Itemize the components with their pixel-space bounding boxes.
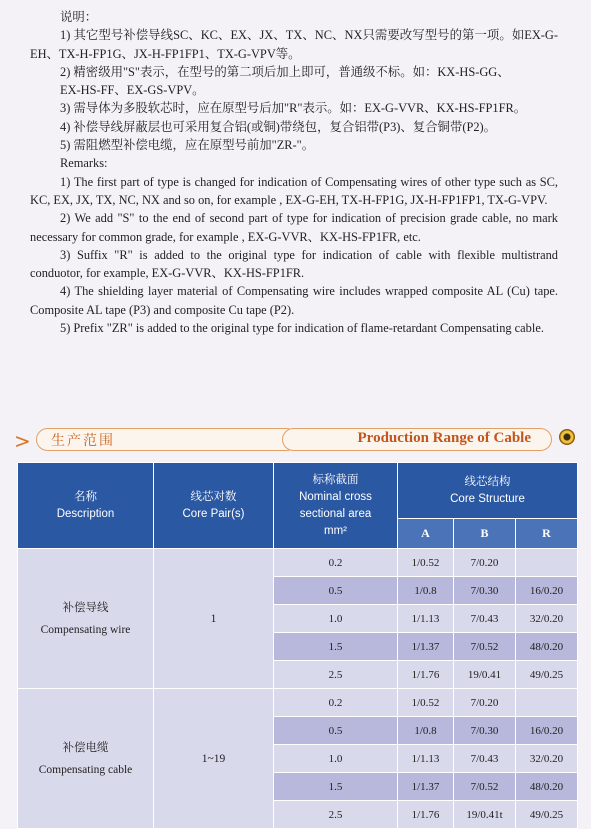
structure-a-cell: 1/1.76: [398, 661, 454, 689]
header-area-cn: 标称截面: [312, 473, 359, 486]
nominal-area-cell: 0.2: [274, 689, 398, 717]
note-paragraph: 4) The shielding layer material of Compensating wire includes wrapped composite AL (Cu) tape. Composite AL tape (P3) and composite Cu tape (P2).: [30, 284, 558, 317]
structure-b-cell: 7/0.30: [454, 577, 516, 605]
structure-b-cell: 7/0.20: [454, 689, 516, 717]
note-paragraph: 3) Suffix "R" is added to the original type for indication of cable with flexible multistrand conduotor, for example, EX-G-VVR、KX-HS-FP1FR.: [30, 247, 558, 281]
note-paragraph: EX-HS-FF、EX-GS-VPV。: [60, 83, 205, 98]
structure-a-cell: 1/1.37: [398, 773, 454, 801]
structure-a-cell: 1/0.52: [398, 549, 454, 577]
structure-b-cell: 7/0.52: [454, 773, 516, 801]
note-paragraph: 说明：: [60, 10, 98, 24]
structure-b-cell: 19/0.41: [454, 661, 516, 689]
cable-type-name-en: Compensating wire: [40, 623, 131, 636]
chevron-right-icon: >: [14, 429, 31, 453]
header-col-b: B: [454, 519, 516, 549]
note-paragraph: 1) 其它型号补偿导线SC、KC、EX、JX、TX、NC、NX只需要改写型号的第一项。如EX-G-EH、TX-H-FP1G、JX-H-FP1FP1、TX-G-VPV等。: [30, 28, 558, 61]
structure-b-cell: 7/0.52: [454, 633, 516, 661]
header-structure-cn: 线芯结构: [464, 475, 511, 488]
header-area-en2: sectional area: [299, 507, 372, 520]
nominal-area-cell: 2.5: [274, 801, 398, 829]
structure-r-cell: 48/0.20: [516, 633, 578, 661]
note-paragraph: 3) 需导体为多股软芯时，应在原型号后加"R"表示。如：EX-G-VVR、KX-HS-FP1FR。: [60, 101, 527, 116]
nominal-area-cell: 1.0: [274, 605, 398, 633]
notes-block: [30, 8, 558, 337]
section-title-en-pill: [282, 428, 552, 451]
header-core-structure: [398, 463, 578, 519]
nominal-area-cell: 0.5: [274, 577, 398, 605]
structure-b-cell: 7/0.20: [454, 549, 516, 577]
header-col-r: R: [516, 519, 578, 549]
section-header: [14, 427, 580, 453]
structure-a-cell: 1/0.8: [398, 717, 454, 745]
production-range-table: [17, 462, 578, 829]
nominal-area-cell: 0.2: [274, 549, 398, 577]
cable-type-name-cn: 补偿电缆: [62, 741, 109, 754]
header-description-en: Description: [56, 507, 115, 520]
cable-type-name: [18, 549, 154, 689]
structure-a-cell: 1/1.13: [398, 745, 454, 773]
note-paragraph: Remarks:: [60, 156, 108, 171]
note-paragraph: 5) Prefix "ZR" is added to the original type for indication of flame-retardant Compensating cable.: [60, 321, 544, 336]
note-paragraph: 1) The first part of type is changed for indication of Compensating wires of other type such as SC, KC, EX, JX, TX, NC, NX and so on, for example , EX-G-EH, TX-H-FP1G, JX-H-FP1FP1, TX-G-VPV.: [30, 174, 558, 207]
header-area-en1: Nominal cross: [299, 490, 372, 503]
structure-r-cell: [516, 689, 578, 717]
structure-r-cell: 49/0.25: [516, 661, 578, 689]
note-paragraph: 2) 精密级用"S"表示，在型号的第二项后加上即可，普通级不标。如：KX-HS-GG、: [60, 64, 510, 79]
nominal-area-cell: 1.5: [274, 773, 398, 801]
header-nominal-area: [274, 463, 398, 549]
structure-r-cell: [516, 549, 578, 577]
note-paragraph: 2) We add "S" to the end of second part of type for indication of precision grade cable, no mark necessary for common grade, for example , EX-G-VVR、KX-HS-FP1FR, etc.: [30, 211, 558, 244]
structure-a-cell: 1/1.76: [398, 801, 454, 829]
core-pairs-value: 1: [154, 549, 274, 689]
header-core-pairs: [154, 463, 274, 549]
section-title-cn-pill: [36, 428, 298, 451]
structure-r-cell: 16/0.20: [516, 577, 578, 605]
structure-b-cell: 7/0.43: [454, 605, 516, 633]
structure-b-cell: 19/0.41t: [454, 801, 516, 829]
table-row: [18, 689, 578, 717]
nominal-area-cell: 0.5: [274, 717, 398, 745]
header-col-a: A: [398, 519, 454, 549]
cable-type-name: [18, 689, 154, 829]
structure-b-cell: 7/0.30: [454, 717, 516, 745]
header-structure-en: Core Structure: [450, 492, 525, 505]
header-area-unit: mm²: [324, 524, 347, 537]
structure-r-cell: 48/0.20: [516, 773, 578, 801]
structure-b-cell: 7/0.43: [454, 745, 516, 773]
note-paragraph: 5) 需阻燃型补偿电缆，应在原型号前加"ZR-"。: [60, 138, 315, 153]
section-title-cn: 生产范围: [51, 433, 115, 449]
structure-r-cell: 32/0.20: [516, 745, 578, 773]
cable-type-name-cn: 补偿导线: [62, 601, 109, 614]
note-paragraph: 4) 补偿导线屏蔽层也可采用复合铝(或铜)带绕包，复合铝带(P3)、复合铜带(P2)。: [60, 119, 497, 134]
section-title-en: Production Range of Cable: [357, 430, 531, 446]
core-pairs-value: 1~19: [154, 689, 274, 829]
table-row: [18, 549, 578, 577]
structure-r-cell: 16/0.20: [516, 717, 578, 745]
structure-r-cell: 32/0.20: [516, 605, 578, 633]
header-core-pairs-cn: 线芯对数: [190, 490, 237, 503]
structure-a-cell: 1/0.8: [398, 577, 454, 605]
nominal-area-cell: 1.0: [274, 745, 398, 773]
structure-a-cell: 1/1.13: [398, 605, 454, 633]
cable-type-name-en: Compensating cable: [38, 763, 133, 776]
header-description: [18, 463, 154, 549]
structure-a-cell: 1/0.52: [398, 689, 454, 717]
header-description-cn: 名称: [74, 490, 97, 503]
nominal-area-cell: 2.5: [274, 661, 398, 689]
nominal-area-cell: 1.5: [274, 633, 398, 661]
structure-a-cell: 1/1.37: [398, 633, 454, 661]
header-core-pairs-en: Core Pair(s): [182, 507, 245, 520]
disc-icon: [559, 429, 575, 445]
structure-r-cell: 49/0.25: [516, 801, 578, 829]
